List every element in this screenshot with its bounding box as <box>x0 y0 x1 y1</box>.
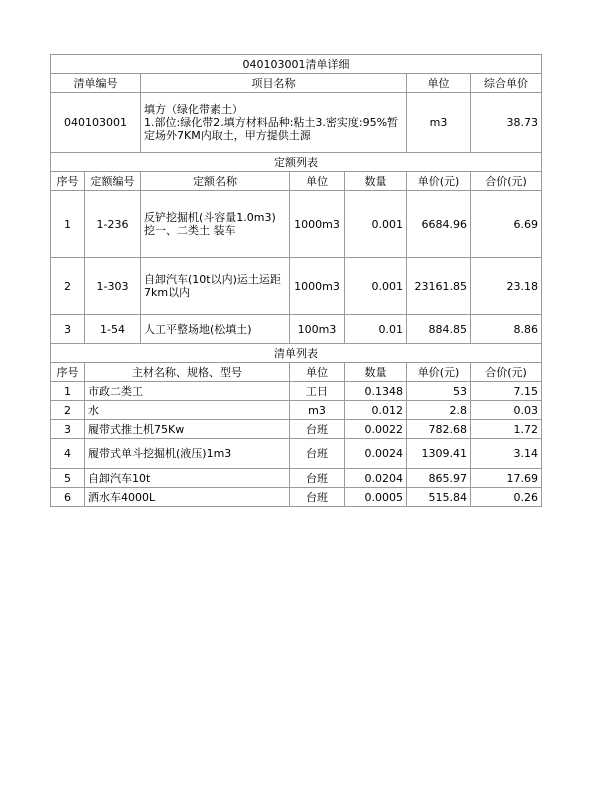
quota-header-seq: 序号 <box>51 172 85 191</box>
quota-code: 1-303 <box>85 258 141 315</box>
item-code: 040103001 <box>51 93 141 153</box>
quota-section-title: 定额列表 <box>51 153 542 172</box>
material-total: 0.26 <box>471 488 542 507</box>
material-section-title: 清单列表 <box>51 344 542 363</box>
material-total: 7.15 <box>471 382 542 401</box>
quota-seq: 1 <box>51 191 85 258</box>
quota-seq: 2 <box>51 258 85 315</box>
header-item-price: 综合单价 <box>471 74 542 93</box>
material-name: 水 <box>85 401 290 420</box>
table-row <box>51 258 542 315</box>
quota-qty: 0.01 <box>345 315 407 344</box>
header-item-name: 项目名称 <box>141 74 407 93</box>
quota-header-unit: 单位 <box>290 172 345 191</box>
material-unit-price: 1309.41 <box>407 439 471 469</box>
material-unit-price: 2.8 <box>407 401 471 420</box>
quota-total: 23.18 <box>471 258 542 315</box>
quota-unit-price: 23161.85 <box>407 258 471 315</box>
quota-code: 1-236 <box>85 191 141 258</box>
quota-unit-price: 6684.96 <box>407 191 471 258</box>
quota-unit: 100m3 <box>290 315 345 344</box>
material-name: 履带式单斗挖掘机(液压)1m3 <box>85 439 290 469</box>
material-qty: 0.0024 <box>345 439 407 469</box>
material-seq: 4 <box>51 439 85 469</box>
material-header-qty: 数量 <box>345 363 407 382</box>
material-total: 1.72 <box>471 420 542 439</box>
material-name: 市政二类工 <box>85 382 290 401</box>
quota-name: 人工平整场地(松填土) <box>141 315 290 344</box>
quota-header-name: 定额名称 <box>141 172 290 191</box>
material-unit: m3 <box>290 401 345 420</box>
header-item-unit: 单位 <box>407 74 471 93</box>
material-seq: 5 <box>51 469 85 488</box>
item-unit: m3 <box>407 93 471 153</box>
material-unit: 台班 <box>290 488 345 507</box>
quota-unit: 1000m3 <box>290 258 345 315</box>
material-header-total: 合价(元) <box>471 363 542 382</box>
quota-header-qty: 数量 <box>345 172 407 191</box>
table-row <box>51 439 542 469</box>
quota-header-code: 定额编号 <box>85 172 141 191</box>
material-unit: 台班 <box>290 469 345 488</box>
material-unit-price: 53 <box>407 382 471 401</box>
quota-name: 自卸汽车(10t以内)运土运距7km以内 <box>141 258 290 315</box>
material-unit-price: 515.84 <box>407 488 471 507</box>
table-row <box>51 191 542 258</box>
quota-qty: 0.001 <box>345 191 407 258</box>
quota-qty: 0.001 <box>345 258 407 315</box>
material-seq: 2 <box>51 401 85 420</box>
table-row <box>51 401 542 420</box>
material-header-unit-price: 单价(元) <box>407 363 471 382</box>
material-qty: 0.0204 <box>345 469 407 488</box>
material-qty: 0.0005 <box>345 488 407 507</box>
table-row <box>51 488 542 507</box>
material-qty: 0.0022 <box>345 420 407 439</box>
material-qty: 0.012 <box>345 401 407 420</box>
table-row <box>51 469 542 488</box>
material-total: 0.03 <box>471 401 542 420</box>
material-unit: 台班 <box>290 439 345 469</box>
quota-name: 反铲挖掘机(斗容量1.0m3)挖一、二类土 装车 <box>141 191 290 258</box>
quota-total: 6.69 <box>471 191 542 258</box>
material-total: 17.69 <box>471 469 542 488</box>
quota-code: 1-54 <box>85 315 141 344</box>
material-seq: 6 <box>51 488 85 507</box>
material-total: 3.14 <box>471 439 542 469</box>
header-item-code: 清单编号 <box>51 74 141 93</box>
quota-unit: 1000m3 <box>290 191 345 258</box>
material-name: 自卸汽车10t <box>85 469 290 488</box>
material-name: 履带式推土机75Kw <box>85 420 290 439</box>
material-seq: 1 <box>51 382 85 401</box>
material-seq: 3 <box>51 420 85 439</box>
bill-detail-table <box>50 54 542 507</box>
item-price: 38.73 <box>471 93 542 153</box>
material-unit-price: 782.68 <box>407 420 471 439</box>
quota-seq: 3 <box>51 315 85 344</box>
table-row <box>51 382 542 401</box>
table-row <box>51 315 542 344</box>
quota-header-unit-price: 单价(元) <box>407 172 471 191</box>
material-header-name: 主材名称、规格、型号 <box>85 363 290 382</box>
material-unit-price: 865.97 <box>407 469 471 488</box>
material-unit: 台班 <box>290 420 345 439</box>
table-title: 040103001清单详细 <box>51 55 542 74</box>
material-qty: 0.1348 <box>345 382 407 401</box>
table-row <box>51 420 542 439</box>
quota-header-total: 合价(元) <box>471 172 542 191</box>
material-header-seq: 序号 <box>51 363 85 382</box>
quota-total: 8.86 <box>471 315 542 344</box>
material-name: 洒水车4000L <box>85 488 290 507</box>
item-name: 填方（绿化带素土） 1.部位:绿化带2.填方材料品种:粘土3.密实度:95%暂定场外7KM内取土，甲方提供土源 <box>141 93 407 153</box>
quota-unit-price: 884.85 <box>407 315 471 344</box>
material-header-unit: 单位 <box>290 363 345 382</box>
material-unit: 工日 <box>290 382 345 401</box>
